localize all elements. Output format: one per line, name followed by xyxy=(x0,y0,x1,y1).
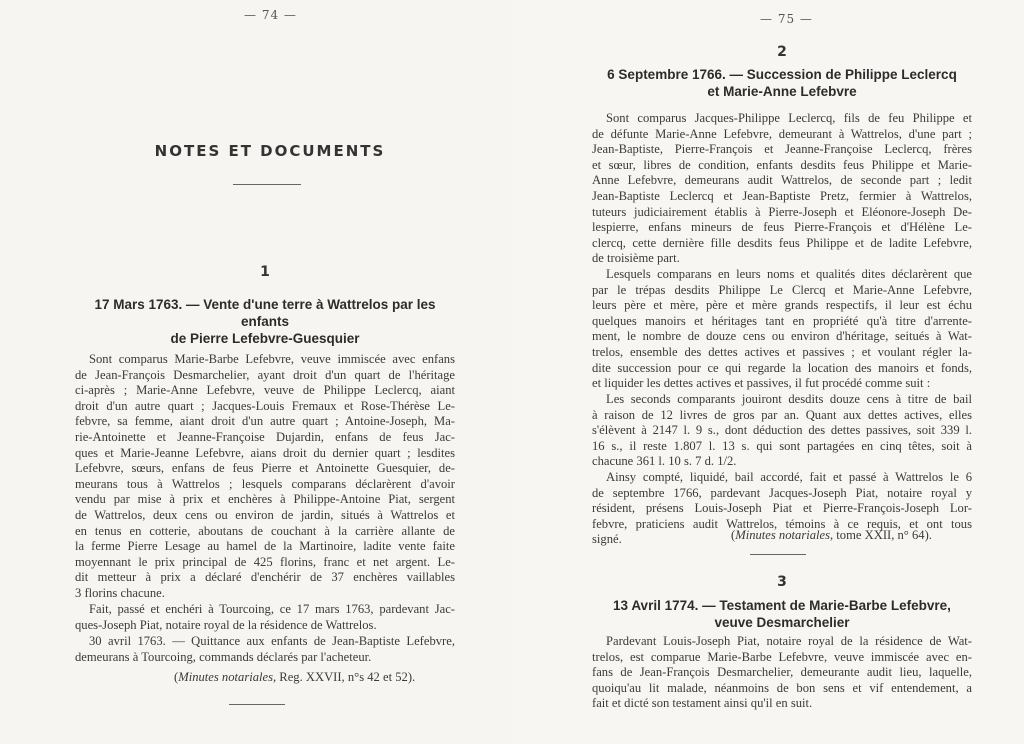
document-1-citation: (Minutes notariales, Reg. XXVII, n°s 42 et 52). xyxy=(174,670,416,684)
text-line: et liquider les dettes actives et passives, il fut procédé comme suit : xyxy=(592,376,931,391)
text-line: quelques manoirs et héritages tant en propriété qu'à titre d'arrente- xyxy=(592,313,972,328)
document-3-title xyxy=(572,597,992,631)
heading-rule xyxy=(233,184,301,185)
text-line: trelos, ensemble des dettes actives et passives ; et voulant régler la- xyxy=(592,344,972,359)
title-line: de Pierre Lefebvre-Guesquier xyxy=(170,331,360,346)
text-line: dite succession pour ce qui regarde la location des manoirs et fonds, xyxy=(592,360,972,375)
citation-reference: Reg. XXVII, n°s 42 et 52). xyxy=(276,670,416,684)
title-line: et Marie-Anne Lefebvre xyxy=(707,84,857,99)
document-number-2: 2 xyxy=(777,44,787,60)
text-line: fait et dicté son testament ainsi qu'il en suit. xyxy=(592,696,813,711)
text-line: ment, le nombre de douze cens ou environ d'héritage, seitués à Wat- xyxy=(592,329,972,344)
text-line: en tenus en cotterie, aboutans de couchant à la carrière allante de xyxy=(75,523,455,538)
text-line: de septembre 1766, pardevant Jacques-Joseph Piat, notaire royal y xyxy=(592,485,972,500)
right-page xyxy=(512,0,1024,744)
text-line: Sont comparus Marie-Barbe Lefebvre, veuve immiscée avec enfans xyxy=(89,352,455,366)
text-line: demeurans à Tourcoing, commands déclarés par l'acheteur. xyxy=(75,649,372,664)
document-2-paragraph-1 xyxy=(592,111,972,267)
citation-source: Minutes notariales, xyxy=(735,528,834,542)
text-line: trelos, est comparue Marie-Barbe Lefebvre, veuve immiscée avec en- xyxy=(592,649,972,664)
text-line: vendu par mise à prix et enchères à Philippe-Antoine Piat, sergent xyxy=(75,492,455,507)
text-line: Fait, passé et enchéri à Tourcoing, ce 17 mars 1763, pardevant Jac- xyxy=(89,602,455,616)
page-number-left: — 74 — xyxy=(244,8,297,22)
text-line: Jean-Baptiste Leclercq et Jean-Baptiste Pretz, fermier à Wattrelos, xyxy=(592,188,972,203)
text-line: febvre, sa femme, aiant droit d'un autre quart ; Antoine-Joseph, Ma- xyxy=(75,414,455,429)
text-line: febvre, praticiens audit Wattrelos, témoins à ce requis, et ont tous xyxy=(592,516,972,531)
text-line: par le trépas desdits Philippe Le Clercq et Marie-Anne Lefebvre, xyxy=(592,282,972,297)
text-line: clercq, cette dernière fille desdits feus Philippe et de ladite Lefebvre, xyxy=(592,235,972,250)
document-2-citation: (Minutes notariales, tome XXII, n° 64). xyxy=(731,528,932,542)
text-line: ques et Marie-Jeanne Lefebvre, aians droit du dernier quart ; lesdites xyxy=(75,445,455,460)
text-line: la ferme Pierre Lesage au hamel de la Martinoire, ladite vente faite xyxy=(75,539,455,554)
text-line: Les seconds comparants jouiront desdits douze cens à titre de bail xyxy=(606,392,972,406)
page-number-right: — 75 — xyxy=(760,12,813,26)
text-line: signé. xyxy=(592,532,622,547)
text-line: fans de Jean-François Desmarchelier, demeurante audit lieu, laquelle, xyxy=(592,665,972,680)
text-line: Sont comparus Jacques-Philippe Leclercq, fils de feu Philippe et xyxy=(606,111,972,125)
text-line: meurans tous à Wattrelos ; lesquels comparans déclarèrent d'avoir xyxy=(75,476,455,491)
text-line: Anne Lefebvre, demeurans audit Wattrelos, de seconde part ; ledit xyxy=(592,173,972,188)
text-line: de défunte Marie-Anne Lefebvre, demeurant à Wattrelos, d'une part ; xyxy=(592,126,972,141)
text-line: Pardevant Louis-Joseph Piat, notaire royal de la résidence de Wat- xyxy=(606,634,972,648)
text-line: droit d'un autre quart ; Jacques-Louis Fremaux et Rose-Thérèse Le- xyxy=(75,398,455,413)
text-line: Lesquels comparans en leurs noms et qualités dites déclarèrent que xyxy=(606,267,972,281)
document-1-paragraph-3 xyxy=(75,634,455,665)
text-line: rie-Antoinette et Jeanne-Françoise Dujardin, enfans de feus Jac- xyxy=(75,429,455,444)
text-line: moyennant le prix principal de 425 florins, franc et net argent. Le- xyxy=(75,554,455,569)
citation-source: Minutes notariales, xyxy=(178,670,277,684)
document-1-paragraph-2 xyxy=(75,602,455,633)
text-line: chacune 361 l. 10 s. 7 d. 1/2. xyxy=(592,454,737,469)
document-1-title xyxy=(70,296,460,347)
text-line: Lefebvre, sœurs, enfans de feus Pierre et Antoinette Guesquier, de- xyxy=(75,461,455,476)
text-line: à raison de 12 livres de gros par an. Quant aux dettes actives, elles xyxy=(592,407,972,422)
title-line: veuve Desmarchelier xyxy=(714,615,850,630)
text-line: de Jean-François Desmarchelier, ayant droit d'un quart de l'héritage xyxy=(75,367,455,382)
end-rule xyxy=(229,704,285,705)
document-number-3: 3 xyxy=(777,574,787,590)
section-rule xyxy=(750,554,806,555)
text-line: s'élèvent à 2147 l. 9 s., dont déduction des dettes passives, soit 339 l. xyxy=(592,423,972,438)
text-line: 3 florins chacune. xyxy=(75,585,165,600)
text-line: et sœur, libres de condition, enfants desdits feus Philippe et Marie- xyxy=(592,157,972,172)
text-line: 30 avril 1763. — Quittance aux enfants de Jean-Baptiste Lefebvre, xyxy=(89,634,455,648)
title-line: 17 Mars 1763. — Vente d'une terre à Wattrelos par les enfants xyxy=(94,297,436,329)
text-line: ques-Joseph Piat, notaire royal de la résidence de Wattrelos. xyxy=(75,617,377,632)
text-line: leurs père et mère, père et mère grands respectifs, il leur est échu xyxy=(592,298,972,313)
citation-reference: tome XXII, n° 64). xyxy=(833,528,932,542)
text-line: lespierre, enfans mineurs de feus Pierre-François et d'Hélène Le- xyxy=(592,220,972,235)
text-line: tuteurs judiciairement établis à Pierre-Joseph et Eléonore-Joseph De- xyxy=(592,204,972,219)
document-1-paragraph-1 xyxy=(75,352,455,602)
text-line: de Wattrelos, deux cens ou environ de jardin, situés à Wattrelos et xyxy=(75,507,455,522)
text-line: quoiqu'au lit malade, néanmoins de bon sens et vif entendement, a xyxy=(592,680,972,695)
title-line: 13 Avril 1774. — Testament de Marie-Barbe Lefebvre, xyxy=(613,598,951,613)
document-2-title xyxy=(572,66,992,100)
text-line: dit metteur à prix a déclaré d'enchérir de 37 enchères vaillables xyxy=(75,570,455,585)
text-line: de troisième part. xyxy=(592,251,680,266)
document-number-1: 1 xyxy=(260,264,270,280)
document-3-paragraph-1 xyxy=(592,634,972,712)
text-line: Jean-Baptiste, Pierre-François et Jeanne-Françoise Leclercq, frères xyxy=(592,142,972,157)
title-line: 6 Septembre 1766. — Succession de Philippe Leclercq xyxy=(607,67,957,82)
text-line: résident, présens Louis-Joseph Piat et Pierre-François-Joseph Lor- xyxy=(592,501,972,516)
text-line: ci-après ; Marie-Anne Lefebvre, veuve de Philippe Leclercq, aiant xyxy=(75,383,455,398)
text-line: Ainsy compté, liquidé, bail accordé, fait et passé à Wattrelos le 6 xyxy=(606,470,972,484)
document-2-paragraph-2 xyxy=(592,267,972,392)
section-heading: NOTES ET DOCUMENTS xyxy=(154,142,386,160)
text-line: 16 s., il reste 1.807 l. 13 s. qui sont partagées en cinq têtes, soit à xyxy=(592,438,972,453)
document-2-paragraph-3 xyxy=(592,392,972,470)
